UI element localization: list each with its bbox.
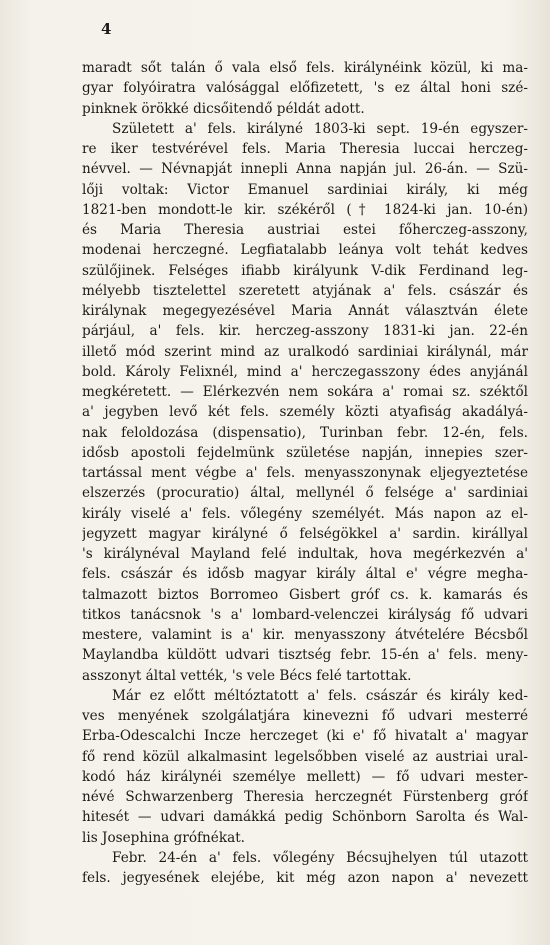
text-line: idősb apostoli fejdelmünk születése napján, innepies szer-: [82, 444, 528, 461]
text-line: fels. jegyesének elejébe, kit még azon napon a' nevezett: [82, 870, 528, 886]
text-line: párjául, a' fels. kir. herczeg-asszony 1831-ki jan. 22-én: [82, 323, 528, 340]
text-line: hitesét — udvari damákká pedig Schönborn Sarolta és Wal-: [82, 809, 528, 826]
text-line: megkéretett. — Elérkezvén nem sokára a' romai sz. széktől: [82, 384, 528, 400]
text-line: illető mód szerint mind az uralkodó sardiniai királynál, már: [82, 343, 528, 360]
text-line: mélyebb tisztelettel szeretett atyjának a' fels. császár és: [82, 282, 528, 299]
text-line: kodó ház királynéi személye mellett) — fő udvari mester-: [82, 768, 528, 785]
text-line: ves menyének szolgálatjára kinevezni fő udvari mesterré: [82, 708, 528, 724]
text-line: mestere, valamint is a' kir. menyasszony átvételére Bécsből: [82, 627, 528, 643]
text-line: re iker testvérével fels. Maria Theresia luccai herczeg-: [82, 141, 528, 157]
text-line: Febr. 24-én a' fels. vőlegény Bécsujhelyen túl utazott: [112, 849, 528, 866]
text-line: a' jegyben levő két fels. személy közti atyafiság akadályá-: [82, 404, 528, 421]
text-line: modenai herczegné. Legfiatalabb leánya volt tehát kedves: [82, 242, 528, 259]
text-line: Erba-Odescalchi Incze herczeget (ki e' fő hivatalt a' magyar: [82, 728, 528, 745]
text-line: talmazott biztos Borromeo Gisbert gróf cs. k. kamarás és: [82, 586, 528, 603]
text-line: szülőjinek. Felséges ifiabb királyunk V-dik Ferdinand leg-: [82, 262, 528, 279]
text-line: 1821-ben mondott-le kir. székéről († 1824-ki jan. 10-én): [82, 201, 528, 218]
text-line: lőji voltak: Victor Emanuel sardiniai király, ki még: [82, 181, 528, 198]
text-line: Maylandba küldött udvari tisztség febr. 15-én a' fels. meny-: [82, 647, 528, 664]
text-line: asszonyt által vették, 's vele Bécs felé tartottak.: [82, 667, 412, 684]
text-line: jegyzett magyar királyné ő felségökkel a' sardin. királlyal: [82, 525, 528, 542]
text-line: és Maria Theresia austriai estei főherczeg-asszony,: [82, 222, 528, 238]
text-line: király viselé a' fels. vőlegény személyét. Más napon az el-: [82, 505, 528, 522]
text-line: bold. Károly Felixnél, mind a' herczegasszony édes anyjánál: [82, 363, 528, 380]
text-line: fels. császár és idősb magyar király által e' végre megha-: [82, 566, 528, 583]
text-line: elszerzés (procuratio) által, mellynél ő felsége a' sardiniai: [82, 485, 528, 502]
text-line: lis Josephina grófnékat.: [82, 829, 245, 846]
text-line: gyar folyóiratra valósággal előfizetett, 's ez által honi szé-: [82, 80, 528, 97]
text-line: Már ez előtt méltóztatott a' fels. császár és király ked-: [112, 687, 528, 704]
text-line: tartással ment végbe a' fels. menyasszonynak eljegyeztetése: [82, 465, 528, 481]
text-line: névé Schwarzenberg Theresia herczegnét Fürstenberg gróf: [82, 789, 528, 805]
text-line: pinknek örökké dicsőitendő példát adott.: [82, 100, 365, 117]
text-line: királynak megegyezésével Maria Annát választván élete: [82, 303, 528, 319]
text-line: 's királynéval Mayland felé indultak, hova megérkezvén a': [82, 546, 528, 562]
text-line: maradt sőt talán ő vala első fels. királynéink közül, ki ma-: [82, 60, 528, 76]
text-line: fő rend közül alkalmasint legelsőbben viselé az austriai ural-: [82, 748, 528, 765]
text-line: nak feloldozása (dispensatio), Turinban febr. 12-én, fels.: [82, 424, 528, 441]
body-text: [82, 58, 528, 888]
page-number: 4: [101, 20, 112, 38]
text-line: Született a' fels. királyné 1803-ki sept. 19-én egyszer-: [112, 120, 528, 137]
text-line: titkos tanácsnok 's a' lombard-velenczei királyság fő udvari: [82, 606, 528, 623]
text-line: névvel. — Névnapját innepli Anna napján jul. 26-án. — Szü-: [82, 161, 528, 178]
